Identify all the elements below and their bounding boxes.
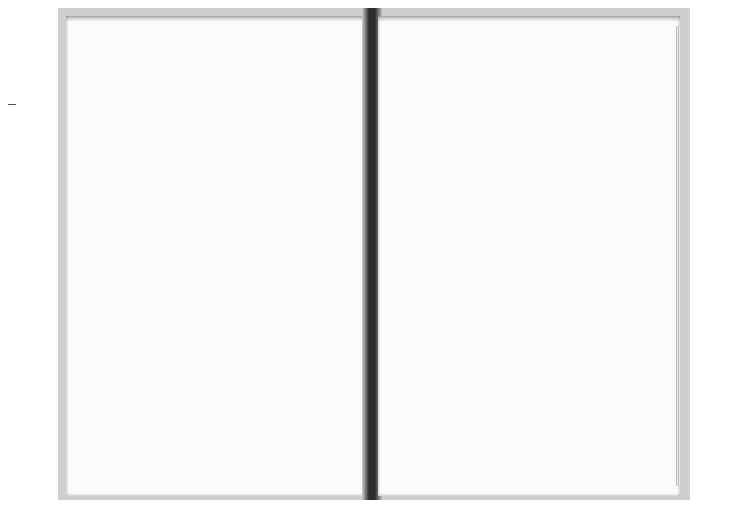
open-book [58, 8, 690, 500]
right-page [378, 16, 680, 496]
scan-mark [8, 104, 16, 105]
right-text-columns [422, 86, 662, 481]
page-edge-stack [676, 26, 680, 486]
page-top-shadow [378, 16, 680, 22]
left-text-columns [90, 86, 352, 481]
left-page [66, 16, 366, 496]
page-top-shadow [66, 16, 366, 22]
